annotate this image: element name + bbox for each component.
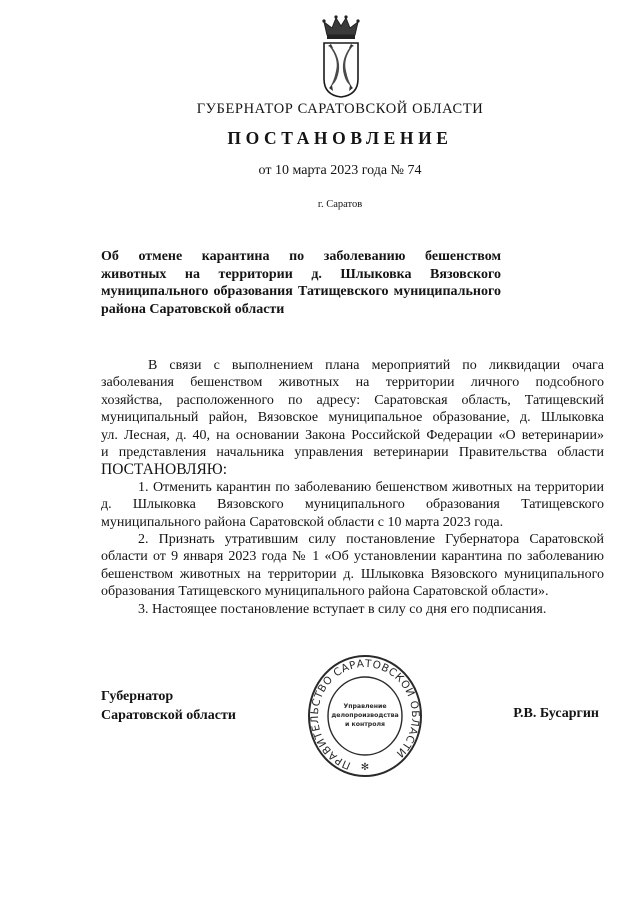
saratov-coat-of-arms-icon [319,13,363,99]
body-line: ул. Лесная, д. 40, на основании Закона Российской Федерации «О ветеринарии» [101,427,604,443]
issuing-authority: ГУБЕРНАТОР САРАТОВСКОЙ ОБЛАСТИ [196,101,484,117]
body-line: бешенством животных на территории д. Шлыковка Вязовского муниципального [101,566,604,582]
body-line: В связи с выполнением плана мероприятий по ликвидации очага [148,358,604,373]
body-line: муниципальный район, Вязовское муниципальное образование, д. Шлыковка [101,410,604,426]
body-line: 1. Отменить карантин по заболеванию бешенством животных на территории [138,479,604,495]
seal-center-line: делопроизводства [331,712,399,719]
signatory-title-line: Саратовской области [101,708,236,723]
body-line: области от 9 января 2023 года № 1 «Об установлении карантина по заболеванию [101,549,604,565]
signatory-title-line: Губернатор [101,689,174,704]
document-subject [101,248,501,318]
official-round-seal-icon [306,653,424,779]
seal-ring-text: ПРАВИТЕЛЬСТВО САРАТОВСКОЙ ОБЛАСТИ [308,657,422,772]
document-place: г. Саратов [317,199,363,210]
subject-line: муниципального образования Татищевского муниципального [101,284,501,299]
body-line: муниципального района Саратовской области с 10 марта 2023 года. [101,514,504,530]
body-line: д. Шлыковка Вязовского муниципального образования Татищевского [101,497,604,513]
seal-star-icon: ✻ [360,762,370,773]
body-line: образования Татищевского муниципального района Саратовской области». [101,584,549,600]
document-type: ПОСТАНОВЛЕНИЕ [227,128,453,148]
document-body [101,357,604,618]
subject-line: Об отмене карантина по заболеванию бешенством [101,249,501,264]
document-date-number: от 10 марта 2023 года № 74 [258,163,422,178]
body-line: хозяйства, расположенного по адресу: Саратовская область, Татищевский [101,392,604,408]
body-line: заболевания бешенством животных на территории личного подсобного [101,375,604,391]
seal-center-line: и контроля [345,721,385,728]
body-line: и представления начальника управления ветеринарии Правительства области [101,445,604,461]
body-line: 3. Настоящее постановление вступает в силу со дня его подписания. [138,601,547,617]
signatory-name: Р.В. Бусаргин [513,706,599,721]
signatory-title [101,687,236,725]
seal-center-line: Управление [343,703,387,710]
subject-line: животных на территории д. Шлыковка Вязовского [101,266,501,282]
body-line: 2. Признать утратившим силу постановление Губернатора Саратовской [138,532,604,548]
decree-word: ПОСТАНОВЛЯЮ: [101,461,228,479]
subject-line: района Саратовской области [101,301,285,317]
